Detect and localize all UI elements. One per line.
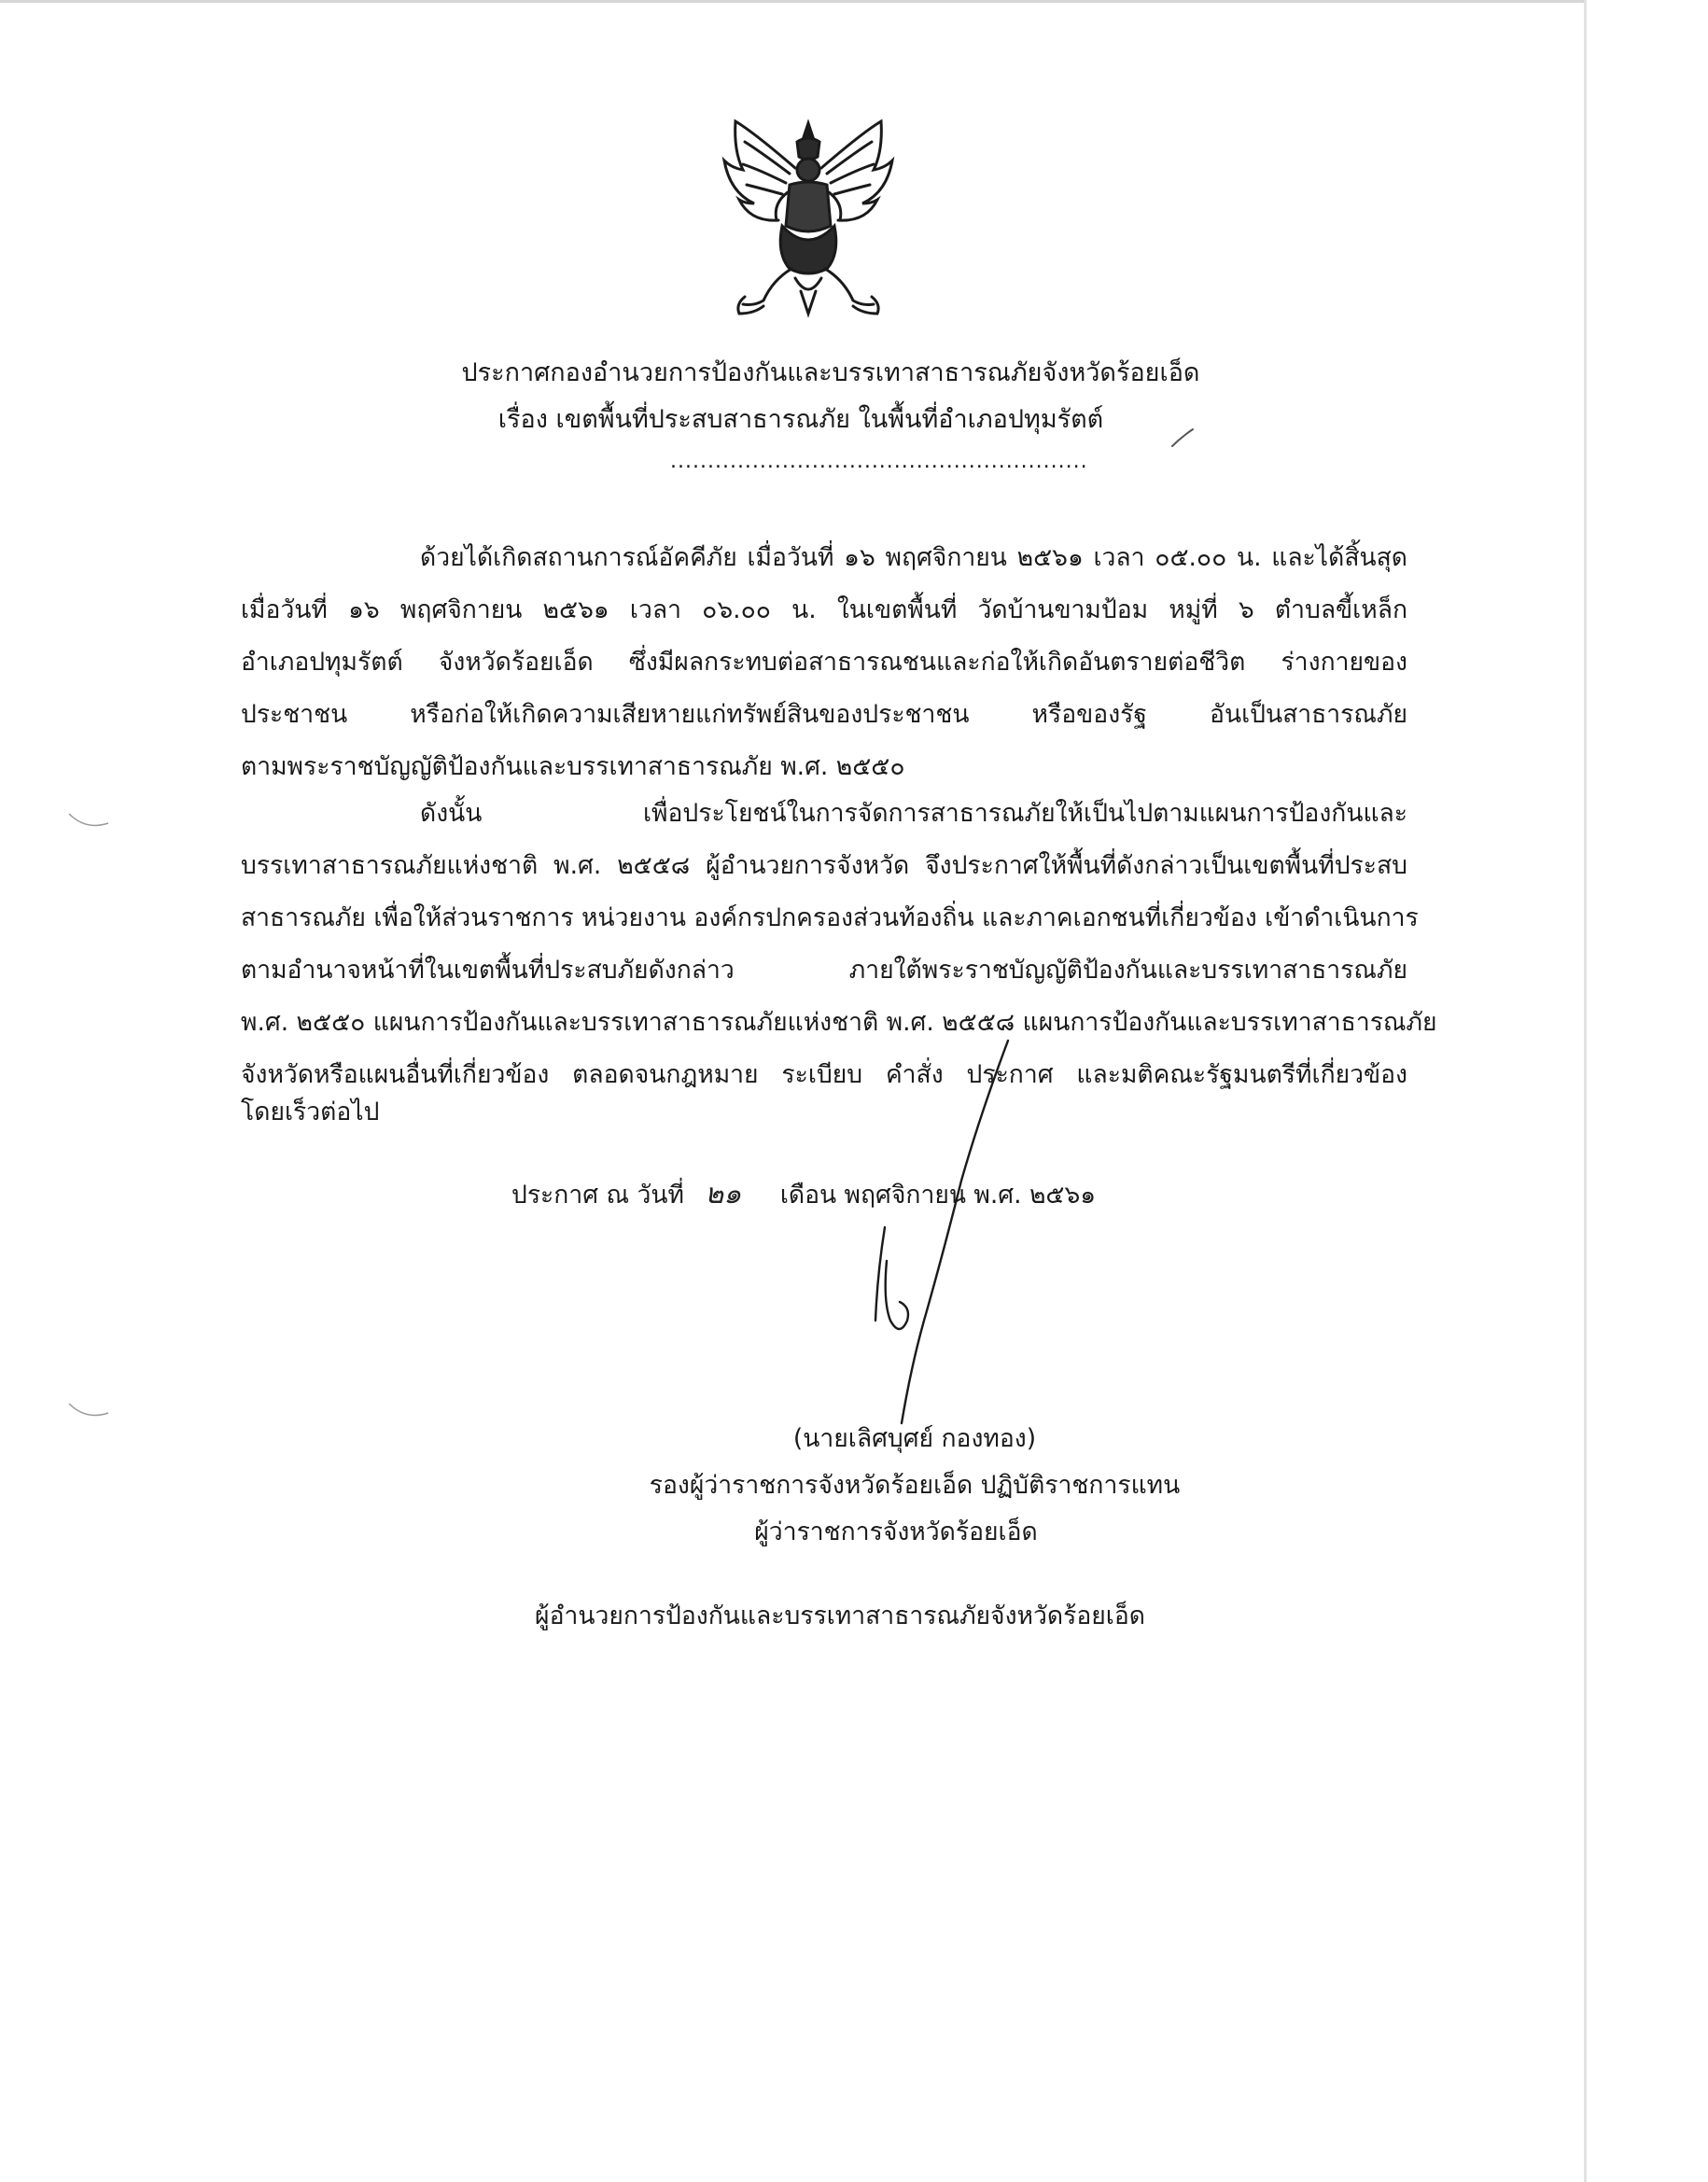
title-separator: ........................................................ — [670, 450, 1088, 473]
garuda-emblem-icon — [717, 114, 900, 321]
date-suffix: เดือน พฤศจิกายน พ.ศ. ๒๕๖๑ — [779, 1181, 1097, 1210]
signatory-role: ผู้อำนวยการป้องกันและบรรเทาสาธารณภัยจังหวัดร้อยเอ็ด — [535, 1602, 1145, 1630]
scan-edge-top — [0, 0, 1587, 3]
announcement-title: ประกาศกองอำนวยการป้องกันและบรรเทาสาธารณภัยจังหวัดร้อยเอ็ด — [461, 358, 1200, 387]
paragraph-1-line: อำเภอปทุมรัตต์ จังหวัดร้อยเอ็ด ซึ่งมีผลกระทบต่อสาธารณชนและก่อให้เกิดอันตรายต่อชีวิต ร่างกายของ — [241, 648, 1407, 677]
date-prefix: ประกาศ ณ วันที่ — [511, 1181, 684, 1210]
paragraph-1-line: เมื่อวันที่ ๑๖ พฤศจิกายน ๒๕๖๑ เวลา ๐๖.๐๐ น. ในเขตพื้นที่ วัดบ้านขามป้อม หมู่ที่ ๖ ตำบลขี้เหล็ก — [241, 595, 1407, 624]
paragraph-2-line: ดังนั้น เพื่อประโยชน์ในการจัดการสาธารณภัยให้เป็นไปตามแผนการป้องกันและ — [420, 799, 1407, 828]
paragraph-1-line: ประชาชน หรือก่อให้เกิดความเสียหายแก่ทรัพย์สินของประชาชน หรือของรัฐ อันเป็นสาธารณภัย — [241, 700, 1407, 729]
paragraph-2-line: พ.ศ. ๒๕๕๐ แผนการป้องกันและบรรเทาสาธารณภัยแห่งชาติ พ.ศ. ๒๕๕๘ แผนการป้องกันและบรรเทาสาธารณภัย — [241, 1008, 1437, 1037]
paragraph-2-line: จังหวัดหรือแผนอื่นที่เกี่ยวข้อง ตลอดจนกฎหมาย ระเบียบ คำสั่ง ประกาศ และมติคณะรัฐมนตรีที่เกี่ยวข้อง — [241, 1060, 1407, 1089]
paragraph-2-line: บรรเทาสาธารณภัยแห่งชาติ พ.ศ. ๒๕๕๘ ผู้อำนวยการจังหวัด จึงประกาศให้พื้นที่ดังกล่าวเป็นเขตพื้นที่ประสบ — [241, 851, 1407, 880]
signatory-name: (นายเลิศบุศย์ กองทอง) — [792, 1424, 1037, 1453]
signatory-on-behalf: ผู้ว่าราชการจังหวัดร้อยเอ็ด — [754, 1518, 1038, 1546]
signatory-position: รองผู้ว่าราชการจังหวัดร้อยเอ็ด ปฏิบัติราชการแทน — [649, 1471, 1181, 1500]
announcement-subject: เรื่อง เขตพื้นที่ประสบสาธารณภัย ในพื้นที่อำเภอปทุมรัตต์ — [497, 405, 1104, 434]
check-mark-icon — [1170, 426, 1195, 450]
paragraph-2-line: โดยเร็วต่อไป — [241, 1098, 380, 1126]
date-day: ๒๑ — [705, 1178, 742, 1210]
paragraph-2-line: สาธารณภัย เพื่อให้ส่วนราชการ หน่วยงาน องค์กรปกครองส่วนท้องถิ่น และภาคเอกชนที่เกี่ยวข้อง เข้าดำเนินการ — [241, 903, 1419, 932]
date-day-handwritten — [692, 1176, 772, 1214]
paragraph-1-line: ด้วยได้เกิดสถานการณ์อัคคีภัย เมื่อวันที่ ๑๖ พฤศจิกายน ๒๕๖๑ เวลา ๐๕.๐๐ น. และได้สิ้นสุด — [420, 543, 1407, 572]
punch-hole-icon — [65, 810, 112, 832]
punch-hole-icon — [65, 1400, 112, 1422]
scan-edge-right — [1584, 0, 1587, 2182]
paragraph-2-line: ตามอำนาจหน้าที่ในเขตพื้นที่ประสบภัยดังกล่าว ภายใต้พระราชบัญญัติป้องกันและบรรเทาสาธารณภัย — [241, 956, 1407, 985]
handwritten-signature — [821, 1041, 1027, 1433]
paragraph-1-line: ตามพระราชบัญญัติป้องกันและบรรเทาสาธารณภัย พ.ศ. ๒๕๕๐ — [241, 752, 905, 781]
